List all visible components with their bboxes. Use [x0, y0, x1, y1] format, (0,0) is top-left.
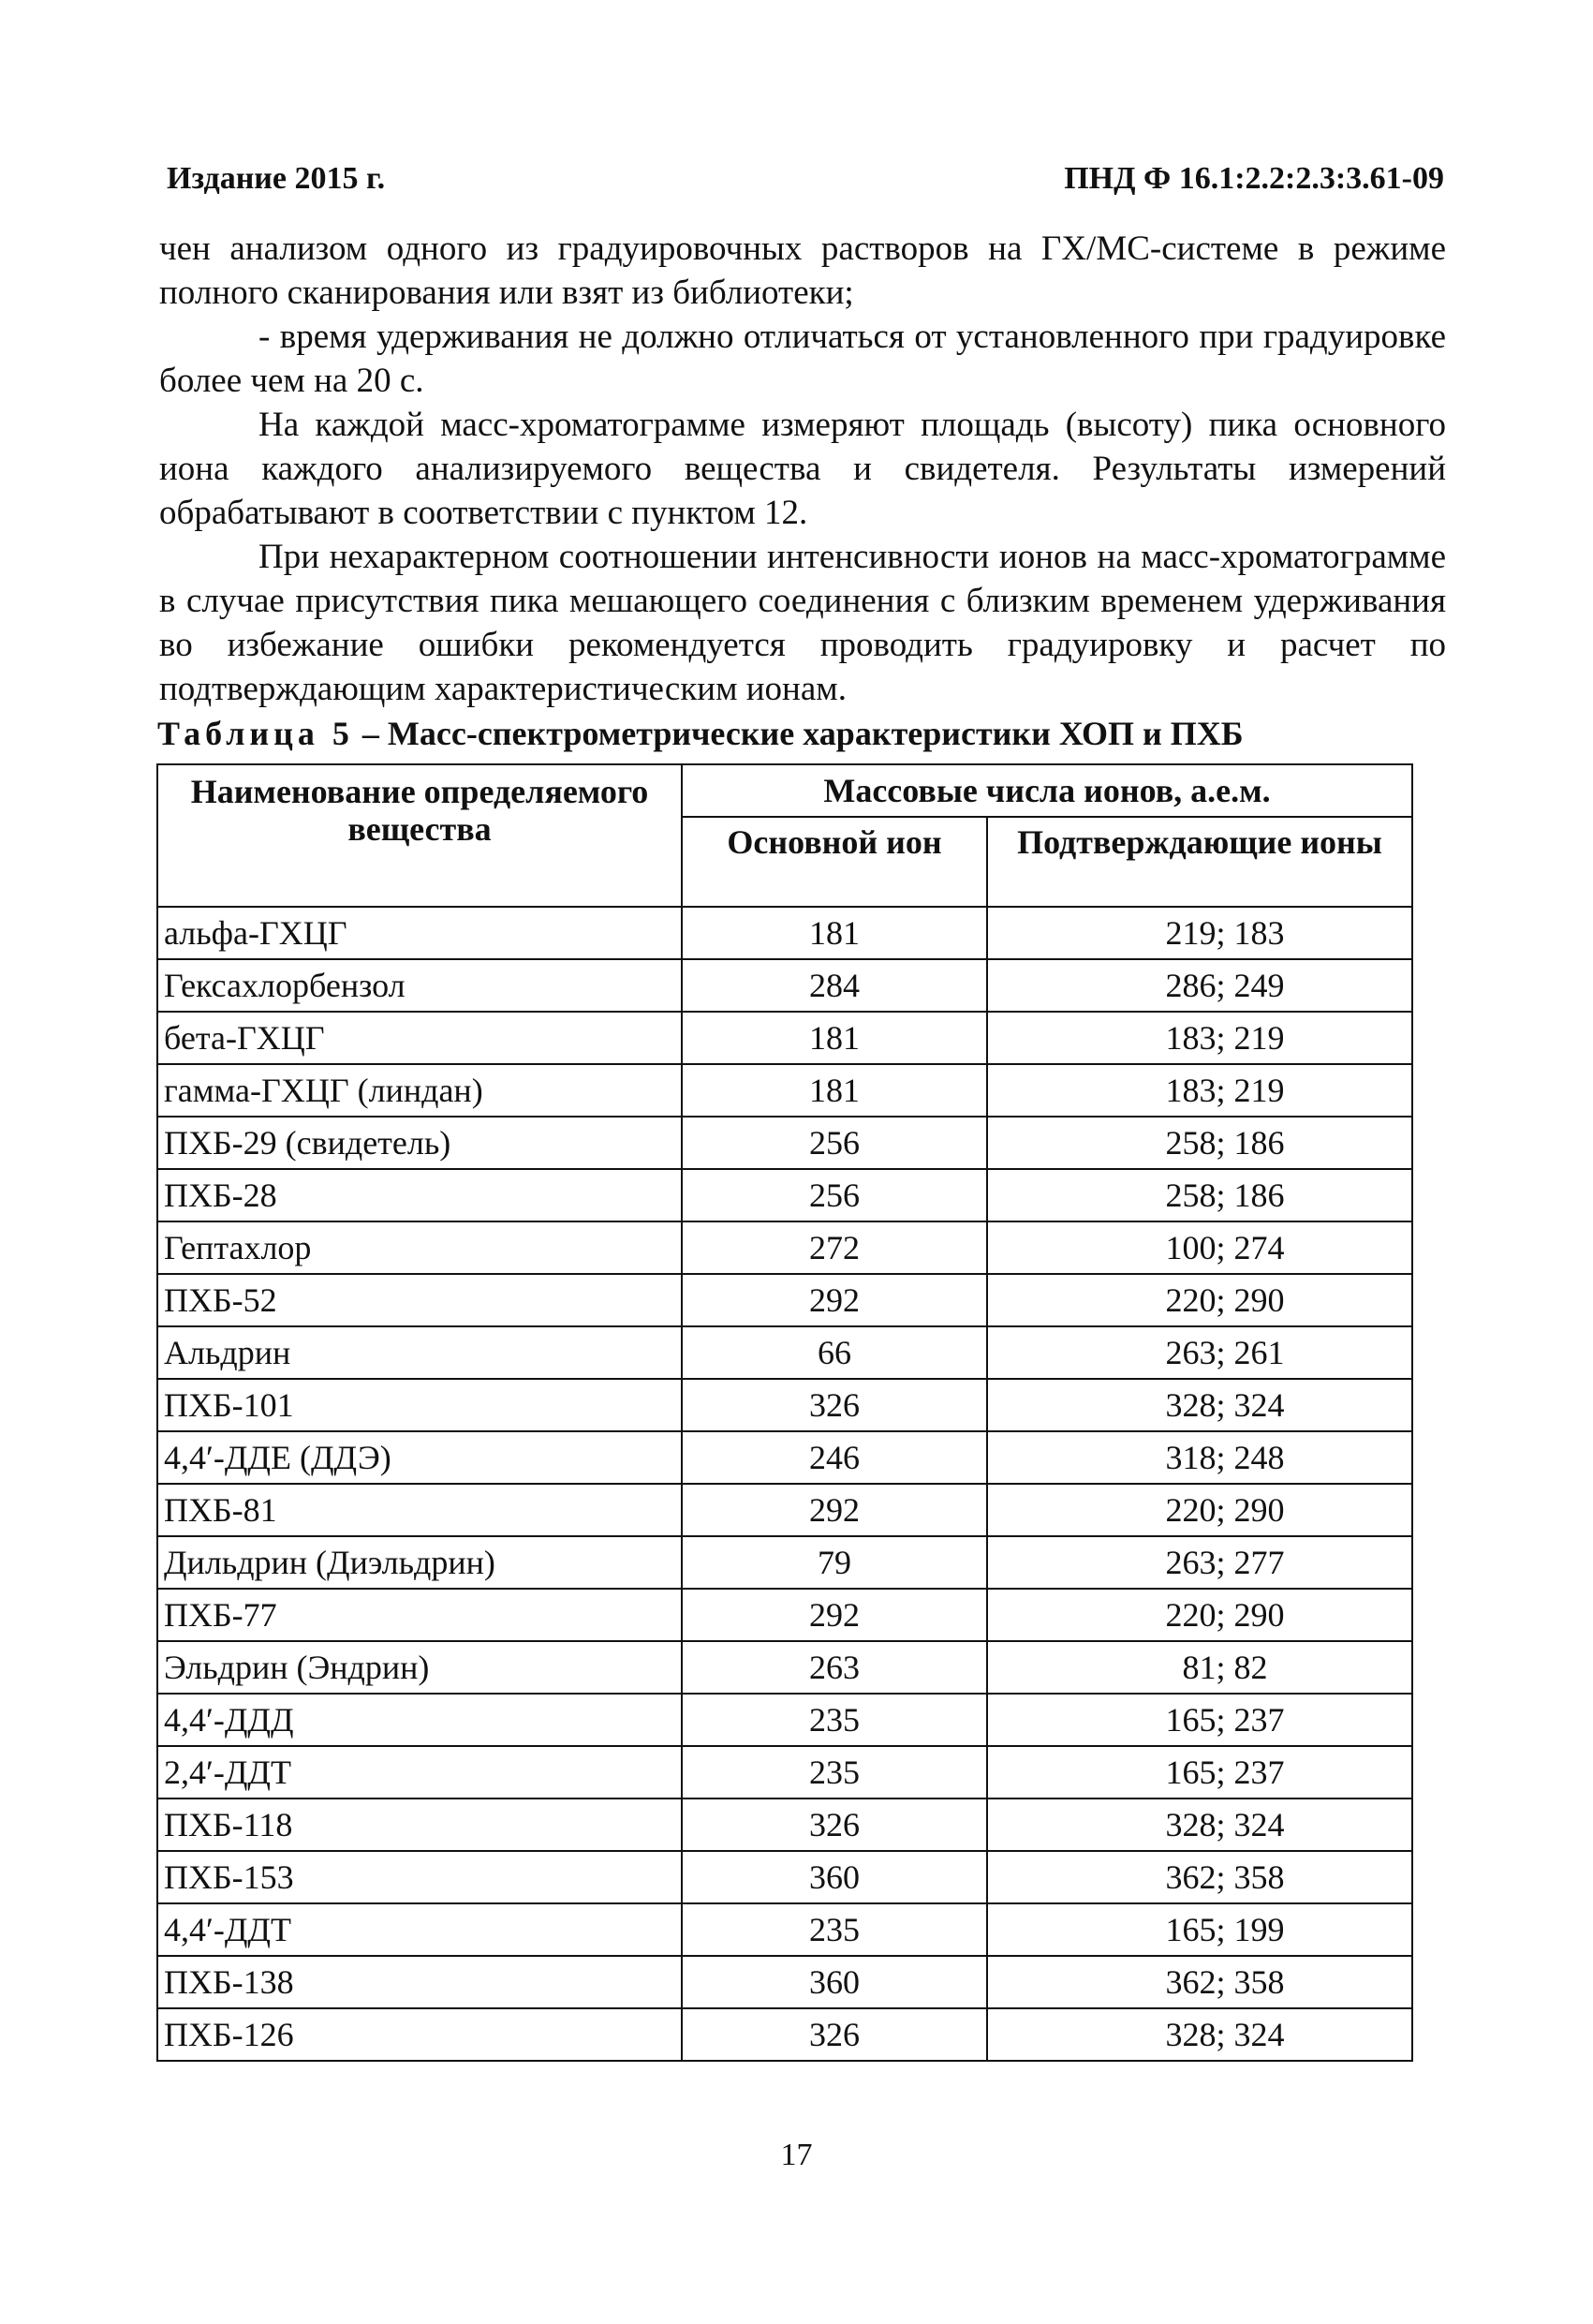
table-row [157, 1117, 1412, 1169]
table-row [157, 1221, 1412, 1274]
confirm-ions-cell: 263; 277 [987, 1536, 1412, 1589]
main-ion-cell: 66 [682, 1326, 987, 1379]
confirm-ions-cell: 100; 274 [987, 1221, 1412, 1274]
main-ion-cell: 246 [682, 1431, 987, 1484]
substance-name-cell: ПХБ-101 [157, 1379, 682, 1431]
main-ion-cell: 272 [682, 1221, 987, 1274]
substance-name-cell: бета-ГХЦГ [157, 1012, 682, 1064]
main-ion-cell: 263 [682, 1641, 987, 1694]
main-ion-cell: 256 [682, 1169, 987, 1221]
main-ion-cell: 292 [682, 1589, 987, 1641]
substance-name-cell: альфа-ГХЦГ [157, 907, 682, 959]
main-ion-cell: 360 [682, 1956, 987, 2008]
substance-name-cell: ПХБ-81 [157, 1484, 682, 1536]
main-ion-cell: 326 [682, 2008, 987, 2061]
main-ion-cell: 292 [682, 1274, 987, 1326]
main-ion-cell: 326 [682, 1799, 987, 1851]
substance-name-cell: 2,4′-ДДТ [157, 1746, 682, 1799]
edition-label: Издание 2015 г. [167, 161, 386, 196]
substance-name-cell: Гексахлорбензол [157, 959, 682, 1012]
main-ion-cell: 284 [682, 959, 987, 1012]
header-mass-numbers: Массовые числа ионов, а.е.м. [682, 764, 1412, 817]
confirm-ions-cell: 220; 290 [987, 1484, 1412, 1536]
table-row [157, 1589, 1412, 1641]
paragraph: При нехарактерном соотношении интенсивности ионов на масс-хроматограмме в случае присутствия пика мешающего соединения с близким временем удерживания во избежание ошибки рекомендуется проводить градуировку и расчет по подтверждающим характеристическим ионам. [159, 538, 1446, 708]
substance-name-cell: Эльдрин (Эндрин) [157, 1641, 682, 1694]
table-row [157, 1012, 1412, 1064]
table-row [157, 1536, 1412, 1589]
table-title [157, 714, 1450, 753]
substance-name-cell: ПХБ-77 [157, 1589, 682, 1641]
main-ion-cell: 79 [682, 1536, 987, 1589]
substance-name-cell: ПХБ-28 [157, 1169, 682, 1221]
substance-name-cell: 4,4′-ДДТ [157, 1903, 682, 1956]
confirm-ions-cell: 220; 290 [987, 1589, 1412, 1641]
table-row [157, 1746, 1412, 1799]
confirm-ions-cell: 81; 82 [987, 1641, 1412, 1694]
main-ion-cell: 256 [682, 1117, 987, 1169]
table-row [157, 1326, 1412, 1379]
table-row [157, 1274, 1412, 1326]
page-header [167, 161, 1444, 202]
substance-name-cell: ПХБ-29 (свидетель) [157, 1117, 682, 1169]
confirm-ions-cell: 328; 324 [987, 1799, 1412, 1851]
table-row [157, 1379, 1412, 1431]
table-row [157, 1431, 1412, 1484]
confirm-ions-cell: 183; 219 [987, 1064, 1412, 1117]
table-row [157, 1064, 1412, 1117]
page-number: 17 [780, 2138, 813, 2172]
main-ion-cell: 292 [682, 1484, 987, 1536]
confirm-ions-cell: 165; 199 [987, 1903, 1412, 1956]
confirm-ions-cell: 258; 186 [987, 1117, 1412, 1169]
confirm-ions-cell: 219; 183 [987, 907, 1412, 959]
confirm-ions-cell: 263; 261 [987, 1326, 1412, 1379]
confirm-ions-cell: 183; 219 [987, 1012, 1412, 1064]
table-row [157, 1484, 1412, 1536]
main-ion-cell: 326 [682, 1379, 987, 1431]
substance-name-cell: ПХБ-118 [157, 1799, 682, 1851]
substance-name-cell: ПХБ-153 [157, 1851, 682, 1903]
substance-name-cell: 4,4′-ДДД [157, 1694, 682, 1746]
confirm-ions-cell: 362; 358 [987, 1851, 1412, 1903]
header-confirm-ions: Подтверждающие ионы [987, 817, 1412, 907]
main-ion-cell: 181 [682, 1012, 987, 1064]
substance-name-cell: ПХБ-138 [157, 1956, 682, 2008]
header-main-ion: Основной ион [682, 817, 987, 907]
substance-name-cell: 4,4′-ДДЕ (ДДЭ) [157, 1431, 682, 1484]
confirm-ions-cell: 328; 324 [987, 1379, 1412, 1431]
confirm-ions-cell: 362; 358 [987, 1956, 1412, 2008]
header-substance-name: Наименование определяемого вещества [157, 764, 682, 907]
table-row [157, 1641, 1412, 1694]
main-ion-cell: 181 [682, 907, 987, 959]
table-row [157, 1956, 1412, 2008]
paragraph: На каждой масс-хроматограмме измеряют площадь (высоту) пика основного иона каждого анализируемого вещества и свидетеля. Результаты измерений обрабатывают в соответствии с пунктом 12. [159, 406, 1446, 532]
substance-name-cell: гамма-ГХЦГ (линдан) [157, 1064, 682, 1117]
table-row [157, 1903, 1412, 1956]
paragraph: чен анализом одного из градуировочных растворов на ГХ/МС-системе в режиме полного сканирования или взят из библиотеки; [159, 229, 1446, 312]
body-text [159, 227, 1446, 711]
substance-name-cell: Альдрин [157, 1326, 682, 1379]
table-row [157, 959, 1412, 1012]
table-row [157, 2008, 1412, 2061]
paragraph: - время удерживания не должно отличаться от установленного при градуировке более чем на 20 с. [159, 318, 1446, 400]
confirm-ions-cell: 318; 248 [987, 1431, 1412, 1484]
substance-name-cell: Дильдрин (Диэльдрин) [157, 1536, 682, 1589]
substance-name-cell: ПХБ-126 [157, 2008, 682, 2061]
table-row [157, 1851, 1412, 1903]
table-title-prefix: Таблица 5 [157, 715, 354, 752]
main-ion-cell: 360 [682, 1851, 987, 1903]
document-id: ПНД Ф 16.1:2.2:2.3:3.61-09 [1064, 161, 1444, 196]
mass-spectrometry-table [156, 763, 1413, 2062]
table-title-text: – Масс-спектрометрические характеристики ХОП и ПХБ [353, 715, 1244, 752]
table-header-row [157, 764, 1412, 817]
table-row [157, 1694, 1412, 1746]
table-row [157, 1799, 1412, 1851]
main-ion-cell: 235 [682, 1694, 987, 1746]
confirm-ions-cell: 286; 249 [987, 959, 1412, 1012]
substance-name-cell: Гептахлор [157, 1221, 682, 1274]
substance-name-cell: ПХБ-52 [157, 1274, 682, 1326]
confirm-ions-cell: 165; 237 [987, 1746, 1412, 1799]
table-row [157, 907, 1412, 959]
confirm-ions-cell: 328; 324 [987, 2008, 1412, 2061]
main-ion-cell: 235 [682, 1746, 987, 1799]
confirm-ions-cell: 258; 186 [987, 1169, 1412, 1221]
confirm-ions-cell: 165; 237 [987, 1694, 1412, 1746]
main-ion-cell: 181 [682, 1064, 987, 1117]
main-ion-cell: 235 [682, 1903, 987, 1956]
table-row [157, 1169, 1412, 1221]
confirm-ions-cell: 220; 290 [987, 1274, 1412, 1326]
